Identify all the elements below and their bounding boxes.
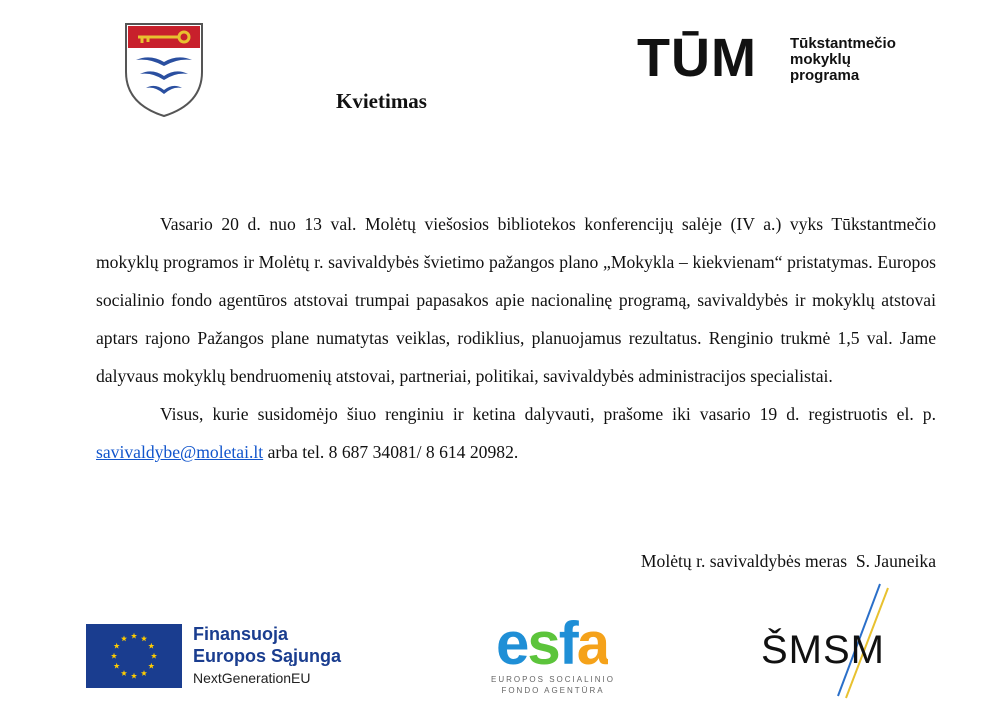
- tum-logo-line3: programa: [790, 67, 860, 84]
- smsm-logo-mark: ŠMSM: [761, 628, 885, 672]
- tum-logo-text: [790, 36, 896, 84]
- eu-flag-icon: [86, 624, 182, 688]
- paragraph-registration: [96, 395, 936, 471]
- eu-line2: Europos Sąjunga: [193, 646, 342, 666]
- tum-logo-line1: Tūkstantmečio: [790, 35, 896, 52]
- coat-of-arms-logo: [122, 20, 206, 118]
- registration-text-after: arba tel. 8 687 34081/ 8 614 20982.: [263, 442, 519, 462]
- email-link[interactable]: savivaldybe@moletai.lt: [96, 442, 264, 462]
- invitation-body: [96, 205, 936, 471]
- page-title: Kvietimas: [336, 89, 427, 113]
- tum-logo-mark: TŪM: [637, 28, 757, 88]
- esfa-tag-line1: EUROPOS SOCIALINIO: [490, 675, 616, 684]
- tum-logo-line2: mokyklų: [790, 51, 851, 68]
- esfa-tag-line2: FONDO AGENTŪRA: [501, 686, 605, 695]
- paragraph-event-description: Vasario 20 d. nuo 13 val. Molėtų viešosios bibliotekos konferencijų salėje (IV a.) vyks Tūkstantmečio mokyklų programos ir Molėtų r. savivaldybės švietimo pažangos plano „Mokykla – kiekvienam“ pristatymas. Europos socialinio fondo agentūros atstovai trumpai papasakos apie nacionalinę programą, savivaldybės ir mokyklų atstovai aptars rajono Pažangos plane numatytas veiklas, rodiklius, planuojamus rezultatus. Renginio trukmė 1,5 val. Jame dalyvaus mokyklų bendruomenių atstovai, partneriai, politikai, savivaldybės administracijos specialistai.: [96, 214, 936, 386]
- esfa-tagline: [479, 674, 627, 696]
- esfa-letter-a: a: [576, 610, 608, 672]
- esfa-letter-f: f: [558, 610, 577, 672]
- svg-text:esfa: [496, 610, 608, 672]
- esfa-letter-s: s: [527, 610, 559, 672]
- registration-text-before: Visus, kurie susidomėjo šiuo renginiu ir ketina dalyvauti, prašome iki vasario 19 d. registruotis el. p.: [160, 404, 936, 424]
- eu-line1: Finansuoja: [193, 624, 289, 644]
- signature: Molėtų r. savivaldybės meras S. Jauneika: [640, 551, 936, 571]
- esfa-logo-mark: [496, 608, 608, 672]
- esfa-letter-e: e: [496, 610, 528, 672]
- eu-line3: NextGenerationEU: [193, 670, 311, 686]
- eu-funding-label: [193, 623, 341, 689]
